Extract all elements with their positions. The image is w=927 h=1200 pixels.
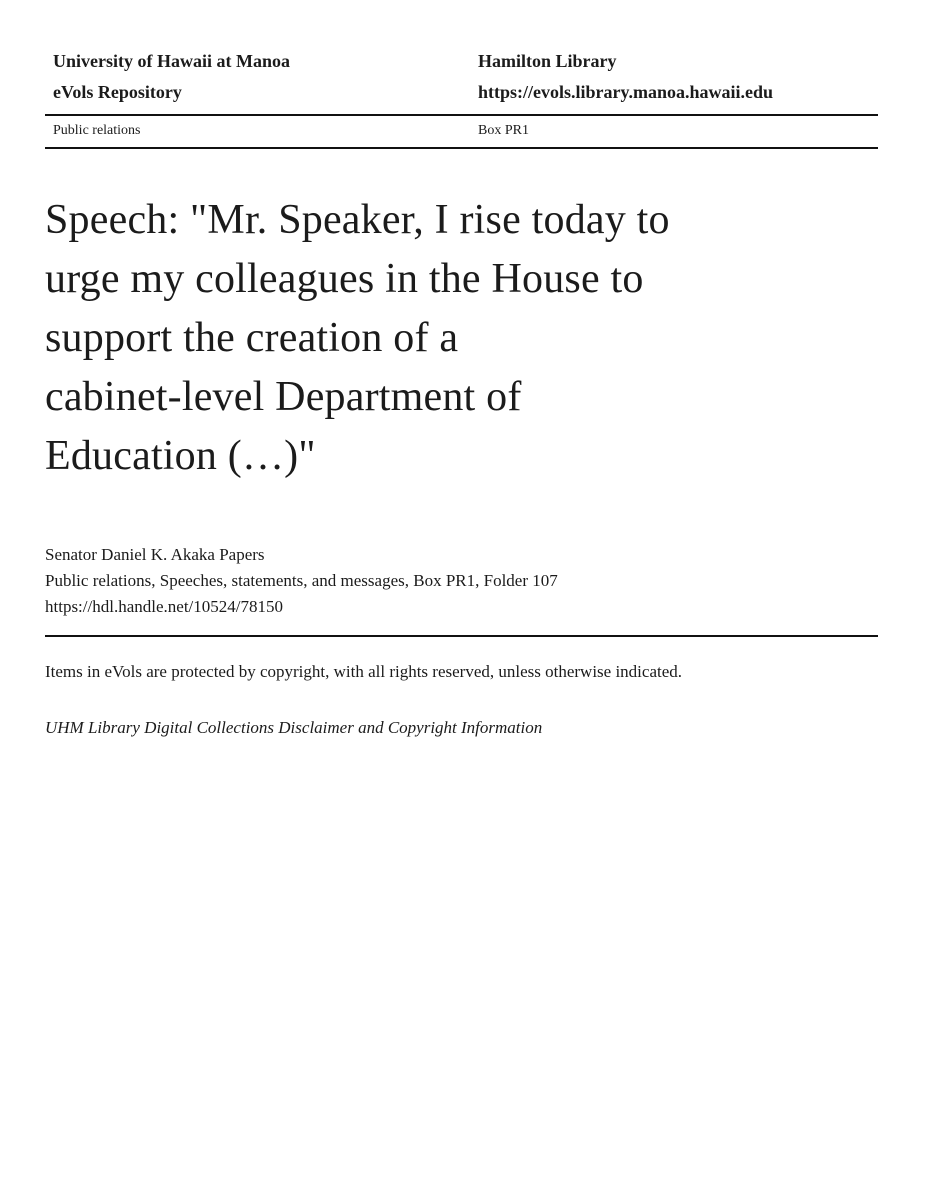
header-right-column [470,46,878,108]
disclaimer-link[interactable]: UHM Library Digital Collections Disclaimer and Copyright Information [45,718,543,737]
document-subheader [45,116,878,149]
series-label: Public relations [53,123,141,138]
document-title [45,191,878,486]
title-line-4: cabinet-level Department of [45,374,522,420]
document-content [45,0,878,739]
copyright-notice: Items in eVols are protected by copyright, with all rights reserved, unless otherwise indicated. [45,662,683,681]
institution-name: University of Hawaii at Manoa [53,51,290,71]
footer-divider [45,635,878,637]
title-line-2: urge my colleagues in the House to [45,256,644,302]
repository-name: eVols Repository [53,82,182,102]
library-name: Hamilton Library [478,51,617,71]
collection-name: Senator Daniel K. Akaka Papers [45,545,265,564]
document-header [45,0,878,116]
header-left-column [45,46,470,108]
item-metadata [45,542,878,620]
title-line-1: Speech: "Mr. Speaker, I rise today to [45,197,670,243]
box-label: Box PR1 [478,123,529,138]
title-line-3: support the creation of a [45,315,459,361]
repository-url-link[interactable]: https://evols.library.manoa.hawaii.edu [478,82,774,102]
title-line-5: Education (…)" [45,433,316,479]
item-location: Public relations, Speeches, statements, and messages, Box PR1, Folder 107 [45,571,558,590]
handle-url-link[interactable]: https://hdl.handle.net/10524/78150 [45,597,283,616]
